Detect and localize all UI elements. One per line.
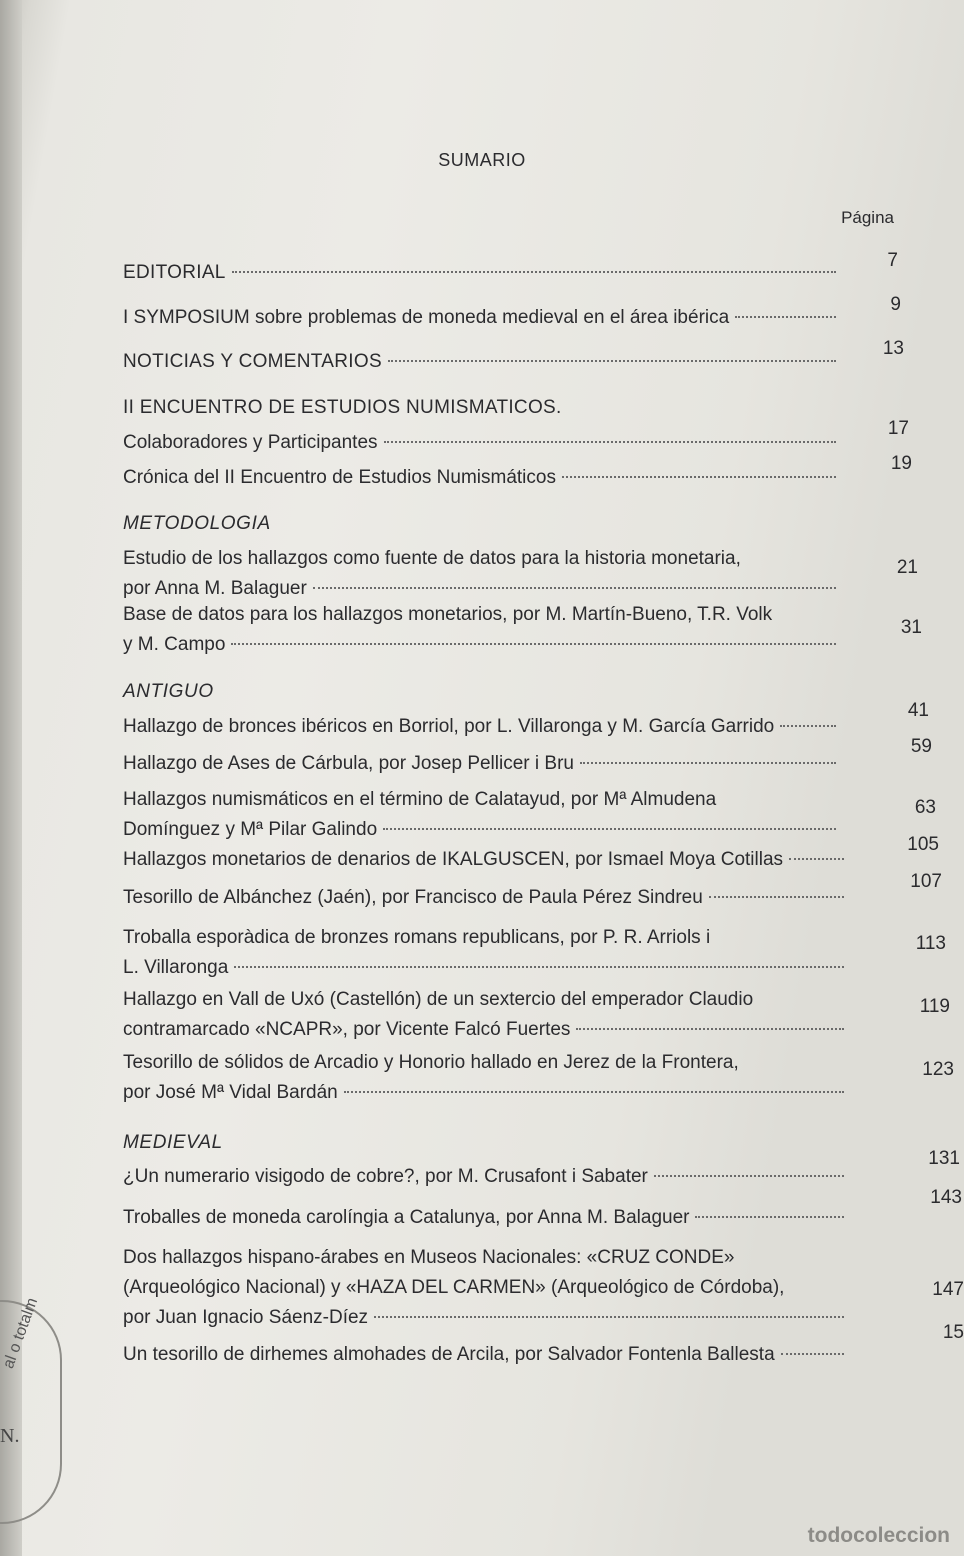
page-number: 59 [910, 736, 932, 757]
entry-title-line-2: por José Mª Vidal Bardán [123, 1082, 338, 1103]
page-number: 15 [942, 1322, 964, 1343]
page-number: 13 [882, 338, 904, 359]
dot-leader [232, 271, 836, 273]
page-number: 119 [919, 996, 950, 1017]
page-number: 19 [890, 453, 912, 474]
toc-entry-colaboradores [123, 428, 844, 458]
entry-title-line-2: contramarcado «NCAPR», por Vicente Falcó Fuertes [123, 1019, 571, 1040]
toc-entry-estudio [123, 544, 844, 604]
toc-entry-jerez [123, 1048, 852, 1108]
dot-leader [781, 1353, 844, 1355]
entry-title: Hallazgos monetarios de denarios de IKALGUSCEN, por Ismael Moya Cotillas [123, 849, 784, 870]
entry-title-line-1: Tesorillo de sólidos de Arcadio y Honorio hallado en Jerez de la Frontera, [123, 1052, 739, 1073]
dot-leader [344, 1091, 844, 1093]
page-number: 63 [914, 797, 936, 818]
toc-entry-encuentro [123, 393, 844, 423]
section-heading-medieval: MEDIEVAL [123, 1132, 223, 1153]
page-number: 105 [907, 834, 939, 855]
page-number: 31 [900, 617, 922, 638]
toc-entry-editorial [123, 258, 844, 288]
dot-leader [654, 1175, 844, 1177]
page-number: 7 [887, 250, 898, 271]
page-number: 9 [890, 294, 901, 315]
page-number: 17 [887, 418, 909, 439]
dot-leader [695, 1216, 844, 1218]
entry-title-line-2: y M. Campo [123, 634, 226, 655]
entry-title-line-2: L. Villaronga [123, 957, 229, 978]
toc-entry-base-datos [123, 600, 844, 660]
entry-title: EDITORIAL [123, 262, 226, 283]
toc-entry-ikalguscen [123, 845, 852, 875]
bleed-through-text: al o totalm [0, 1295, 42, 1371]
entry-title: NOTICIAS Y COMENTARIOS [123, 351, 382, 372]
entry-title-line-2: por Anna M. Balaguer [123, 578, 307, 599]
toc-entry-uxo [123, 985, 852, 1045]
entry-title-line-1: Hallazgos numismáticos en el término de Calatayud, por Mª Almudena [123, 789, 717, 810]
toc-entry-symposium [123, 303, 844, 333]
bleed-through-letter: N. [0, 1425, 20, 1447]
entry-title: I SYMPOSIUM sobre problemas de moneda medieval en el área ibérica [123, 307, 730, 328]
page-number: 131 [928, 1148, 960, 1169]
entry-title: Colaboradores y Participantes [123, 432, 378, 453]
page-number: 123 [922, 1059, 954, 1080]
dot-leader [580, 762, 836, 764]
entry-title: Hallazgo de Ases de Cárbula, por Josep Pellicer i Bru [123, 753, 574, 774]
toc-entry-carbula [123, 749, 844, 779]
entry-title-line-1: Estudio de los hallazgos como fuente de datos para la historia monetaria, [123, 548, 741, 569]
dot-leader [231, 643, 836, 645]
toc-entry-albanchez [123, 883, 852, 913]
page-number: 107 [910, 871, 942, 892]
page-number: 41 [907, 700, 929, 721]
toc-entry-borriol [123, 712, 844, 742]
dot-leader [384, 441, 836, 443]
dot-leader [576, 1028, 844, 1030]
page-title: SUMARIO [438, 150, 526, 170]
page-number: 21 [896, 557, 918, 578]
entry-title-line-1: Hallazgo en Vall de Uxó (Castellón) de un sextercio del emperador Claudio [123, 989, 754, 1010]
toc-entry-hispano-arabes [123, 1243, 852, 1333]
entry-title-line-3: por Juan Ignacio Sáenz-Díez [123, 1307, 369, 1328]
entry-title: Un tesorillo de dirhemes almohades de Arcila, por Salvador Fontenla Ballesta [123, 1344, 775, 1365]
toc-entry-arcila [123, 1340, 852, 1370]
dot-leader [709, 896, 844, 898]
toc-entry-carolingia [123, 1203, 852, 1233]
entry-title: Hallazgo de bronces ibéricos en Borriol, por L. Villaronga y M. García Garrido [123, 716, 775, 737]
section-heading-antiguo: ANTIGUO [123, 681, 214, 702]
toc-entry-noticias [123, 347, 844, 377]
dot-leader [234, 966, 844, 968]
entry-title-line-2: Domínguez y Mª Pilar Galindo [123, 819, 378, 840]
toc-entry-visigodo [123, 1162, 852, 1192]
toc-entry-cronica [123, 463, 844, 493]
entry-title: II ENCUENTRO DE ESTUDIOS NUMISMATICOS. [123, 397, 562, 418]
entry-title: ¿Un numerario visigodo de cobre?, por M. Crusafont i Sabater [123, 1166, 648, 1187]
dot-leader [388, 360, 836, 362]
dot-leader [780, 725, 836, 727]
entry-title-line-1: Troballa esporàdica de bronzes romans republicans, por P. R. Arriols i [123, 927, 711, 948]
dot-leader [789, 858, 844, 860]
entry-title-line-2: (Arqueológico Nacional) y «HAZA DEL CARMEN» (Arqueológico de Córdoba), [123, 1277, 785, 1298]
adjacent-page-edge [0, 1300, 62, 1524]
entry-title-line-1: Dos hallazgos hispano-árabes en Museos Nacionales: «CRUZ CONDE» [123, 1247, 735, 1268]
toc-entry-calatayud [123, 785, 844, 845]
dot-leader [562, 476, 836, 478]
dot-leader [374, 1316, 844, 1318]
dot-leader [735, 316, 836, 318]
section-heading-metodologia: METODOLOGIA [123, 513, 271, 534]
page-number: 113 [915, 933, 946, 954]
entry-title: Crónica del II Encuentro de Estudios Numismáticos [123, 467, 556, 488]
toc-entry-troballa [123, 923, 852, 983]
entry-title: Troballes de moneda carolíngia a Catalunya, por Anna M. Balaguer [123, 1207, 690, 1228]
page-number: 147 [932, 1279, 964, 1300]
watermark-logo: todocoleccion [807, 1524, 950, 1547]
entry-title-line-1: Base de datos para los hallazgos monetarios, por M. Martín-Bueno, T.R. Volk [123, 604, 773, 625]
page-number: 143 [930, 1187, 962, 1208]
entry-title: Tesorillo de Albánchez (Jaén), por Francisco de Paula Pérez Sindreu [123, 887, 703, 908]
dot-leader [383, 828, 836, 830]
page-column-label: Página [841, 208, 894, 227]
dot-leader [313, 587, 836, 589]
